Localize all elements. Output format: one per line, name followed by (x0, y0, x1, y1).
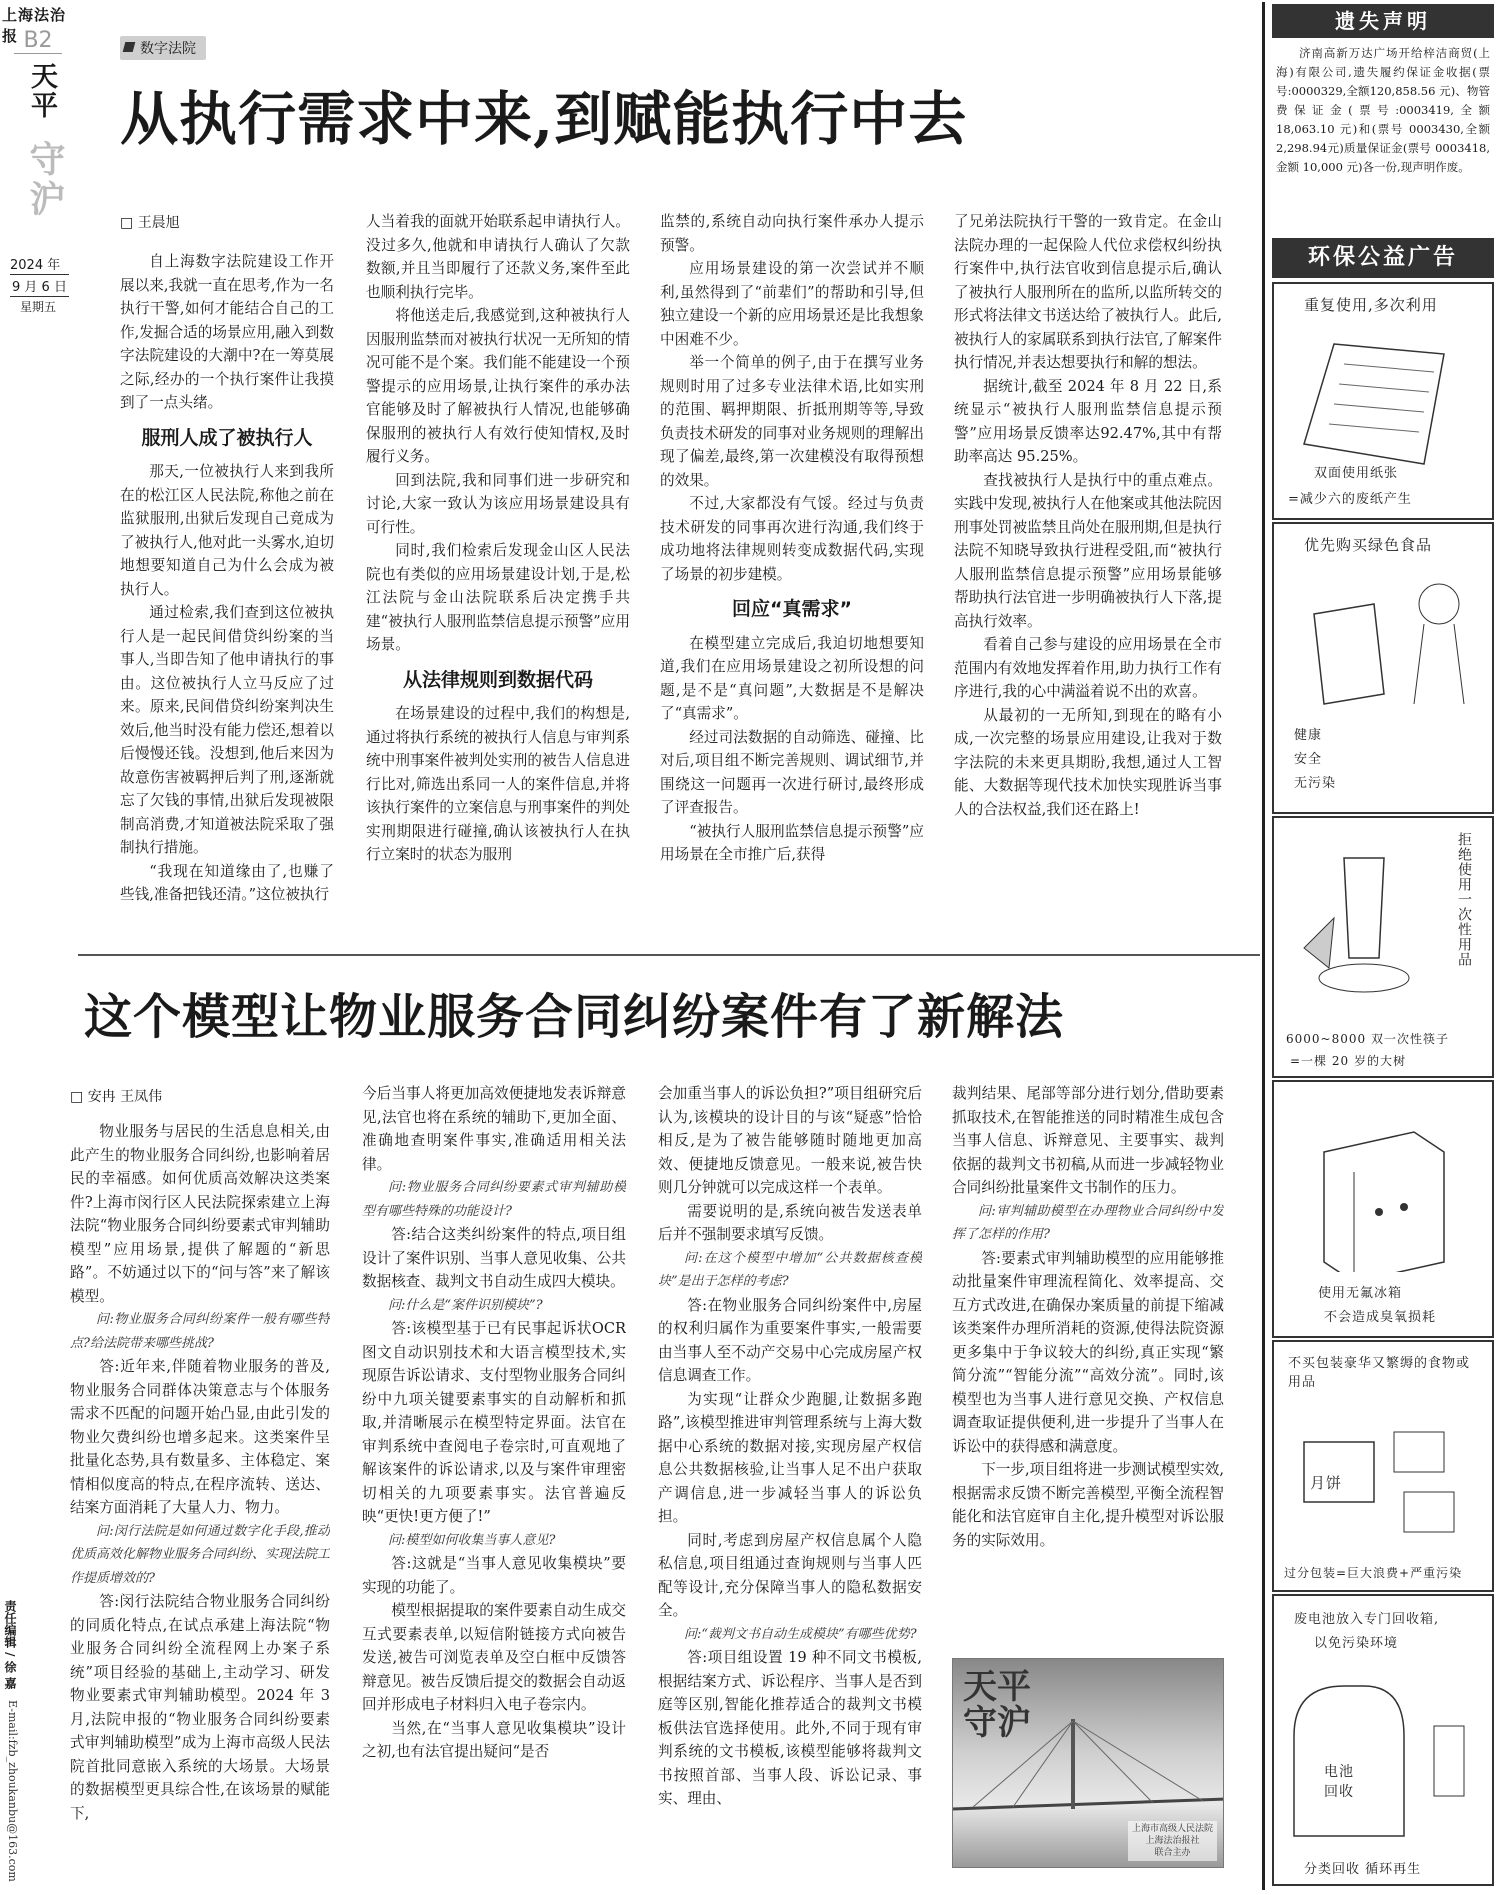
photo-title: 天平 守沪 (963, 1667, 1031, 1743)
ad-panel-reuse: 重复使用,多次利用 双面使用纸张 =减少六的废纸产生 (1272, 282, 1494, 520)
article2-byline: □ 安冉 王凤伟 (70, 1086, 162, 1106)
battery-bin-icon (1274, 1666, 1492, 1846)
paragraph: 不过,大家都没有气馁。经过与负责技术研发的同事再次进行沟通,我们终于成功地将法律规则转变成数据代码,实现了场景的初步建模。 (660, 495, 924, 583)
article1-column-4 (954, 210, 1222, 942)
article2-title: 这个模型让物业服务合同纠纷案件有了新解法 (84, 989, 1065, 1045)
ad-panel-battery: 废电池放入专门回收箱, 以免污染环境 电池回收 分类回收 循环再生 (1272, 1594, 1494, 1886)
paragraph: 下一步,项目组将进一步测试模型实效,根据需求反馈不断完善模型,平衡全流程智能化和法官庭审自主化,提升模型对诉讼服务的实际效用。 (952, 1461, 1224, 1549)
article2-column-1 (70, 1120, 330, 1876)
article1-column-3 (660, 210, 924, 942)
subheading: 回应“真需求” (732, 598, 852, 620)
paragraph: 问:“裁判文书自动生成模块”有哪些优势? (684, 1626, 917, 1642)
paragraph: 举一个简单的例子,由于在撰写业务规则时用了过多专业法律术语,比如实刑的范围、羁押期限、折抵刑期等等,导致负责技术研发的同事对业务规则的理解出现了偏差,最终,第一次建模没有取得预想的效果。 (660, 354, 924, 489)
paragraph: 自上海数字法院建设工作开展以来,我就一直在思考,作为一名执行干警,如何才能结合自己的工作,发掘合适的场景应用,融入到数字法院建设的大潮中?在一筹莫展之际,经办的一个执行案件让我摸到了一点头绪。 (120, 253, 334, 411)
article2-column-4 (952, 1082, 1224, 1648)
paragraph: 同时,我们检索后发现金山区人民法院也有类似的应用场景建设计划,于是,松江法院与金山法院联系后决定携手共建“被执行人服刑监禁信息提示预警”应用场景。 (366, 542, 630, 653)
paragraph: 人当着我的面就开始联系起申请执行人。没过多久,他就和申请执行人确认了欠款数额,并且当即履行了还款义务,案件至此也顺利执行完毕。 (366, 213, 630, 301)
paragraph: “被执行人服刑监禁信息提示预警”应用场景在全市推广后,获得 (660, 822, 924, 863)
article2-column-3 (658, 1082, 922, 1876)
photo-caption: 上海市高级人民法院 上海法治报社 联合主办 (1128, 1821, 1217, 1861)
paragraph: 问:审判辅助模型在办理物业合同纠纷中发挥了怎样的作用? (952, 1203, 1224, 1242)
paragraph: 答:项目组设置 19 种不同文书模板,根据结案方式、诉讼程序、当事人是否到庭等区别,智能化推荐适合的裁判文书模板供法官选择使用。此外,不同于现有审判系统的文书模板,该模型能够将裁判文书按照首部、当事人段、诉讼记录、事实、理由、 (658, 1649, 922, 1807)
subheading: 服刑人成了被执行人 (141, 426, 313, 449)
paragraph: 物业服务与居民的生活息息相关,由此产生的物业服务合同纠纷,也影响着居民的幸福感。如何优质高效解决这类案件?上海市闵行区人民法院探索建立上海法院“物业服务合同纠纷要素式审判辅助模型”应用场景,提供了解题的“新思路”。不妨通过以下的“问与答”来了解该模型。 (70, 1123, 330, 1305)
paragraph: 需要说明的是,系统向被告发送表单后并不强制要求填写反馈。 (658, 1202, 922, 1243)
paragraph: 在场景建设的过程中,我们的构想是,通过将执行系统的被执行人信息与审判系统中刑事案件被判处实刑的被告人信息进行比对,筛选出系同一人的案件信息,并将该执行案件的立案信息与刑事案件的判处实刑期限进行碰撞,确认该被执行人在执行立案时的状态为服刑 (366, 705, 630, 863)
article1-column-2 (366, 210, 630, 942)
ad-panel-packaging: 不买包装豪华又繁缛的食物或用品 月饼 过分包装=巨大浪费+严重污染 (1272, 1340, 1494, 1592)
issue-date: 9 月 6 日 (10, 274, 69, 297)
column-name: 天平 (26, 62, 57, 120)
subheading: 从法律规则到数据代码 (402, 668, 593, 691)
paragraph: 问:什么是“案件识别模块”? (388, 1297, 543, 1313)
paragraph: 答:近年来,伴随着物业服务的普及,物业服务合同群体决策意志与个体服务需求不匹配的问题开始凸显,由此引发的物业欠费纠纷也增多起来。这类案件呈批量化态势,具有数量多、主体稳定、案情相似度高的特点,在程序流转、送达、结案方面消耗了大量人力、物力。 (70, 1358, 330, 1516)
paragraph: 答:该模型基于已有民事起诉状OCR 图文自动识别技术和大语言模型技术,实现原告诉讼请求、支付型物业服务合同纠纷中九项关键要素事实的自动解析和抓取,并清晰展示在模型特定界面。法官在审判系统中查阅电子卷宗时,可直观地了解该案件的诉讼请求,以及与案件审理密切相关的九项要素事实。法官普遍反映“更快!更方便了!” (362, 1320, 626, 1525)
editor-email: E-mail:fzb_zhoukanbu@163.com (6, 1700, 19, 1882)
paragraph: 问:闵行法院是如何通过数字化手段,推动优质高效化解物业服务合同纠纷、实现法院工作提质增效的? (70, 1523, 330, 1586)
tree-stump-icon (1274, 838, 1444, 1018)
ad-panel-green-food: 优先购买绿色食品 健康 安全 无污染 (1272, 522, 1494, 814)
paragraph: 回到法院,我和同事们进一步研究和讨论,大家一致认为该应用场景建设具有可行性。 (366, 471, 630, 536)
article1-column-1 (120, 250, 334, 942)
article1-byline: □ 王晨旭 (120, 212, 180, 232)
issue-weekday: 星期五 (20, 300, 57, 314)
paragraph: 查找被执行人是执行中的重点难点。实践中发现,被执行人在他案或其他法院因刑事处罚被监禁且尚处在服刑期,但是执行法院不知晓导致执行进程受阻,而“被执行人服刑监禁信息提示预警”应用场景能够帮助执行法官进一步明确被执行人下落,提高执行效率。 (954, 471, 1222, 630)
paragraph: 答:结合这类纠纷案件的特点,项目组设计了案件识别、当事人意见收集、公共数据核查、裁判文书自动生成四大模块。 (362, 1226, 626, 1290)
paragraph: 看着自己参与建设的应用场景在全市范围内有效地发挥着作用,助力执行工作有序进行,我的心中满溢着说不出的欢喜。 (954, 636, 1222, 700)
paragraph: 答:这就是“当事人意见收集模块”要实现的功能了。 (362, 1555, 626, 1596)
paragraph: 问:在这个模型中增加“公共数据核查模块”是出于怎样的考虑? (658, 1250, 922, 1289)
paragraph: 裁判结果、尾部等部分进行划分,借助要素抓取技术,在智能推送的同时精准生成包含当事人信息、诉辩意见、主要事实、裁判依据的裁判文书初稿,从而进一步减轻物业合同纠纷批量案件文书制作的压力。 (952, 1085, 1224, 1196)
paragraph: 在模型建立完成后,我迫切地想要知道,我们在应用场景建设之初所设想的问题,是不是“真问题”,大数据是不是解决了“真需求”。 (660, 634, 924, 722)
paragraph: “我现在知道缘由了,也赚了些钱,准备把钱还清。”这位被执行 (120, 862, 334, 903)
ad-panel-fridge: 使用无氟冰箱 不会造成臭氧损耗 (1272, 1080, 1494, 1338)
paragraph: 问:物业服务合同纠纷要素式审判辅助模型有哪些特殊的功能设计? (362, 1180, 626, 1219)
fridge-icon (1274, 1092, 1492, 1272)
paragraph: 从最初的一无所知,到现在的略有小成,一次完整的场景应用建设,让我对于数字法院的未来更具期盼,我想,通过人工智能、大数据等现代技术加快实现胜诉当事人的合法权益,我们还在路上! (954, 706, 1222, 818)
article-divider (78, 954, 1260, 956)
paragraph: 应用场景建设的第一次尝试并不顺利,虽然得到了“前辈们”的帮助和引导,但独立建设一个新的应用场景还是比我想象中困难不少。 (660, 260, 924, 348)
paragraph: 那天,一位被执行人来到我所在的松江区人民法院,称他之前在监狱服刑,出狱后发现自己竟成为了被执行人,他对此一头雾水,迫切地想要知道自己为什么会成为被执行人。 (120, 463, 334, 598)
paragraph: 答:要素式审判辅助模型的应用能够推动批量案件审理流程简化、效率提高、交互方式改进,在确保办案质量的前提下缩减该类案件办理所消耗的资源,使得法院资源更多集中于争议较大的纠纷,真正实现“繁简分流”“智能分流”“高效分流”。同时,该模型也为当事人进行意见交换、产权信息调查取证提供便利,进一步提升了当事人在诉讼中的获得感和满意度。 (952, 1249, 1224, 1455)
article2-column-2 (362, 1082, 626, 1876)
paragraph: 经过司法数据的自动筛选、碰撞、比对后,项目组不断完善规则、调试细节,并围绕这一问题再一次进行研讨,最终形成了评查报告。 (660, 728, 924, 816)
paragraph: 当然,在“当事人意见收集模块”设计之初,也有法官提出疑问“是否 (362, 1719, 626, 1760)
masthead (0, 0, 78, 1895)
gift-box-icon (1274, 1402, 1492, 1562)
paragraph: 问:模型如何收集当事人意见? (388, 1532, 556, 1548)
paragraph: 答:在物业服务合同纠纷案件中,房屋的权利归属作为重要案件事实,一般需要由当事人至不动产交易中心完成房屋产权信息调查工作。 (658, 1296, 922, 1384)
section-tag: 数字法院 (120, 36, 206, 60)
paper-name: 上海法治报 (2, 6, 67, 45)
paragraph: 答:闵行法院结合物业服务合同纠纷的同质化特点,在试点承建上海法院“物业服务合同纠纷全流程网上办案子系统”项目经验的基础上,主动学习、研发物业要素式审判辅助模型。2024 年 3 月,法院申报的“物业服务合同纠纷要素式审判辅助模型”成为上海市高级人民法院首批同意嵌入系统的大场景。大场景的数据模型更具综合性,在该场景的赋能下, (70, 1593, 330, 1822)
paragraph: 模型根据提取的案件要素自动生成交互式要素表单,以短信附链接方式向被告发送,被告可浏览表单及空白框中反馈答辩意见。被告反馈后提交的数据会自动返回并形成电子材料归入电子卷宗内。 (362, 1602, 626, 1713)
responsible-editor: 责任编辑 / 徐 嘉 (3, 1600, 17, 1689)
paragraph: 了兄弟法院执行干警的一致肯定。在金山法院办理的一起保险人代位求偿权纠纷执行案件中,执行法官收到信息提示后,确认了被执行人服刑所在的监所,以监所转交的形式将法律文书送达给了被执行人。此后,被执行人的家属联系到执行法官,了解案件执行情况,并表达想要执行和解的想法。 (954, 213, 1222, 371)
grocery-bag-icon (1274, 564, 1492, 714)
ad-title: 环保公益广告 (1272, 238, 1494, 278)
ad-panel-no-disposables: 拒绝使用一次性用品 6000~8000 双一次性筷子 =一棵 20 岁的大树 (1272, 816, 1494, 1078)
issue-year: 2024 年 (10, 258, 61, 273)
column-name-outline: 守沪 (24, 140, 66, 220)
paragraph: 同时,考虑到房屋产权信息属个人隐私信息,项目组通过查询规则与当事人匹配等设计,充分保障当事人的隐私数据安全。 (658, 1531, 922, 1619)
notice-title: 遗失声明 (1272, 4, 1494, 38)
paragraph: 今后当事人将更加高效便捷地发表诉辩意见,法官也将在系统的辅助下,更加全面、准确地查明案件事实,准确适用相关法律。 (362, 1085, 626, 1173)
notice-body: 济南高新万达广场开给梓洁商贸(上海)有限公司,遗失履约保证金收据(票号:0000329,全额120,858.56 元)、物管费保证金(票号:0003419,全额 18,063.10 元)和(票号 0003430,全额 2,298.94元)质量保证金(票号 0003418,金额 10,000 元)各一份,现声明作废。 (1276, 46, 1490, 174)
page-number: B2 (14, 28, 62, 54)
paragraph: 为实现“让群众少跑腿,让数据多跑路”,该模型推进审判管理系统与上海大数据中心系统的数据对接,实现房屋产权信息公共数据核验,让当事人足不出户获取产调信息,进一步减轻当事人的诉讼负担。 (658, 1390, 922, 1525)
paragraph: 将他送走后,我感觉到,这种被执行人因服刑监禁而对被执行状况一无所知的情况可能不是个案。我们能不能建设一个预警提示的应用场景,让执行案件的承办法官能够及时了解被执行人情况,也能够确保服刑的被执行人有效行使知情权,及时履行义务。 (366, 307, 630, 465)
paragraph: 会加重当事人的诉讼负担?”项目组研究后认为,该模块的设计目的与该“疑惑”恰恰相反,是为了被告能够随时随地更加高效、便捷地反馈意见。一般来说,被告快则几分钟就可以完成这样一个表单。 (658, 1085, 922, 1196)
paper-sheet-icon (1274, 324, 1492, 474)
paragraph: 通过检索,我们查到这位被执行人是一起民间借贷纠纷案的当事人,当即告知了他申请执行的事由。这位被执行人立马反应了过来。原来,民间借贷纠纷案判决生效后,他当时没有能力偿还,想着以后慢慢还钱。没想到,他后来因为故意伤害被羁押后判了刑,逐渐就忘了欠钱的事情,出狱后发现被限制高消费,才知道被法院采取了强制执行措施。 (120, 604, 334, 856)
paragraph: 问:物业服务合同纠纷案件一般有哪些特点?给法院带来哪些挑战? (70, 1312, 330, 1351)
paragraph: 监禁的,系统自动向执行案件承办人提示预警。 (660, 213, 924, 254)
article1-title: 从执行需求中来,到赋能执行中去 (120, 85, 968, 153)
paragraph: 据统计,截至 2024 年 8 月 22 日,系统显示“被执行人服刑监禁信息提示预警”应用场景反馈率达92.47%,其中有帮助率高达 95.25%。 (954, 377, 1222, 465)
column-logo-photo (952, 1658, 1224, 1868)
